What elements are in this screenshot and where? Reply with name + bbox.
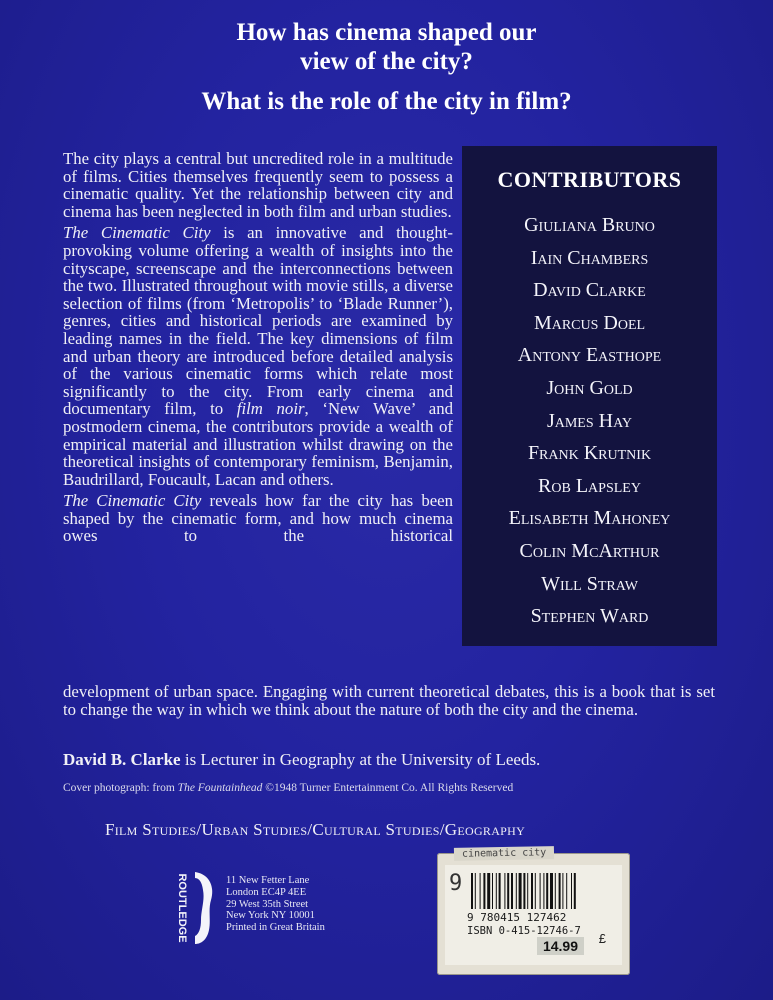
- barcode-bar: [543, 873, 544, 909]
- address-line: Printed in Great Britain: [226, 922, 325, 934]
- contributor-name: Antony Easthope: [517, 344, 662, 367]
- isbn-number: ISBN 0-415-12746-7: [467, 925, 581, 937]
- address-line: New York NY 10001: [226, 910, 315, 922]
- blurb-paragraph-3: [63, 492, 453, 545]
- cover-credit-prefix: Cover photograph: from: [63, 782, 178, 794]
- cover-credit-suffix: ©1948 Turner Entertainment Co. All Rights Reserved: [262, 782, 514, 794]
- cover-credit: [63, 782, 723, 794]
- barcode-bar: [523, 873, 525, 909]
- routledge-wordmark: ROUTLEDGE: [176, 873, 188, 943]
- barcode-bar: [480, 873, 481, 909]
- barcode-bar: [519, 873, 522, 909]
- barcode-number: 9 780415 127462: [467, 911, 567, 924]
- contributors-list: [462, 212, 717, 636]
- blurb-paragraph-2-text-b: , ‘New Wave’ and postmodern cinema, the contributors provide a wealth of empirical material and illustration whilst drawing on the theoretical insights of contemporary feminism, Benjamin, Baudrillard, Foucault, Lacan and others.: [63, 399, 453, 489]
- barcode-bar: [516, 873, 517, 909]
- book-title-italic: The Cinematic City: [63, 223, 211, 243]
- author-bio: [63, 750, 723, 770]
- currency-symbol: £: [598, 931, 606, 946]
- barcode-bar: [507, 873, 509, 909]
- barcode-bar: [492, 873, 493, 909]
- barcode-bar: [535, 873, 536, 909]
- barcode-bar: [566, 873, 567, 909]
- barcode-bar: [511, 873, 513, 909]
- barcode-bar: [559, 873, 561, 909]
- blurb-column: [63, 150, 453, 549]
- blurb-paragraph-1: The city plays a central but uncredited role in a multitude of films. Cities themselves frequently seem to possess a cinematic quality. Yet the relationship between city and cinema has been neglected in both film and urban studies.: [63, 149, 453, 221]
- barcode-bar: [527, 873, 528, 909]
- blurb-paragraph-3-text-a: reveals how far the city has been shaped by the cinematic form, and how much cinema owes to the historical: [63, 491, 453, 546]
- film-noir-italic: film noir: [236, 399, 305, 419]
- cover-credit-film: The Fountainhead: [177, 782, 263, 794]
- contributor-name: John Gold: [546, 376, 633, 399]
- headline-line-2: view of the city?: [300, 48, 473, 75]
- contributor-name: Marcus Doel: [533, 311, 646, 334]
- barcode-bar: [475, 873, 476, 909]
- barcode-bar: [487, 873, 490, 909]
- contributor-name: James Hay: [546, 409, 633, 432]
- contributor-name: David Clarke: [533, 279, 646, 302]
- contributor-name: Frank Krutnik: [527, 442, 652, 465]
- barcode-bar: [499, 873, 501, 909]
- headline-question-2: What is the role of the city in film?: [201, 88, 572, 115]
- contributor-name: Iain Chambers: [530, 246, 649, 269]
- barcode-label: [445, 865, 622, 965]
- barcode-bar: [540, 873, 541, 909]
- subject-categories: Film Studies/Urban Studies/Cultural Studies/Geography: [105, 820, 526, 839]
- barcode-bar: [546, 873, 548, 909]
- headline-line-1: How has cinema shaped our: [236, 19, 537, 46]
- address-line: London EC4P 4EE: [226, 886, 307, 898]
- contributors-box: [462, 146, 717, 646]
- author-bio-text: is Lecturer in Geography at the University of Leeds.: [180, 750, 541, 769]
- routledge-logo: [165, 870, 217, 946]
- barcode-bar: [531, 873, 533, 909]
- barcode-bar: [574, 873, 576, 909]
- barcode-bar: [562, 873, 563, 909]
- contributor-name: Colin McArthur: [519, 539, 660, 562]
- contributor-name: Elisabeth Mahoney: [508, 507, 671, 530]
- barcode-bar: [571, 873, 572, 909]
- blurb-paragraph-2-text-a: is an innovative and thought-provoking volume offering a wealth of insights into the cityscape, screenscape and the interconnections between the two. Illustrated throughout with movie stills, a diverse selection of films (from ‘Metropolis’ to ‘Blade Runner’), genres, cities and historical periods are examined by leading names in the field. The key dimensions of film and urban theory are introduced before detailed analysis of the various cinematic forms which relate most significantly to the city. From early cinema and documentary film, to: [63, 223, 453, 419]
- barcode-bar: [471, 873, 473, 909]
- headline-question-1: [0, 18, 773, 76]
- barcode-icon: [469, 873, 619, 909]
- sticker-handwritten-tag: cinematic city: [454, 846, 555, 861]
- barcode-bar: [483, 873, 485, 909]
- contributor-name: Giuliana Bruno: [524, 214, 655, 236]
- contributor-name: Stephen Ward: [530, 605, 649, 628]
- barcode-bar: [496, 873, 497, 909]
- publisher-address: [226, 875, 325, 934]
- blurb-paragraph-2: [63, 224, 453, 488]
- price-barcode-sticker: [437, 847, 630, 975]
- address-line: 29 West 35th Street: [226, 898, 309, 910]
- author-name: David B. Clarke: [63, 750, 181, 769]
- price-label: 14.99: [537, 937, 584, 955]
- blurb-paragraph-3-continued: development of urban space. Engaging with current theoretical debates, this is a book that is set to change the way in which we think about the nature of both the city and the cinema.: [63, 682, 715, 719]
- book-title-italic-2: The Cinematic City: [63, 491, 202, 511]
- routledge-logo-icon: [165, 870, 217, 946]
- contributor-name: Will Straw: [541, 572, 638, 595]
- contributor-name: Rob Lapsley: [538, 474, 641, 497]
- address-line: 11 New Fetter Lane: [226, 875, 310, 886]
- barcode-bar: [504, 873, 505, 909]
- contributors-title: CONTRIBUTORS: [497, 167, 682, 192]
- barcode-bar: [550, 873, 553, 909]
- sticker-digit: 9: [449, 871, 463, 896]
- barcode-bar: [555, 873, 556, 909]
